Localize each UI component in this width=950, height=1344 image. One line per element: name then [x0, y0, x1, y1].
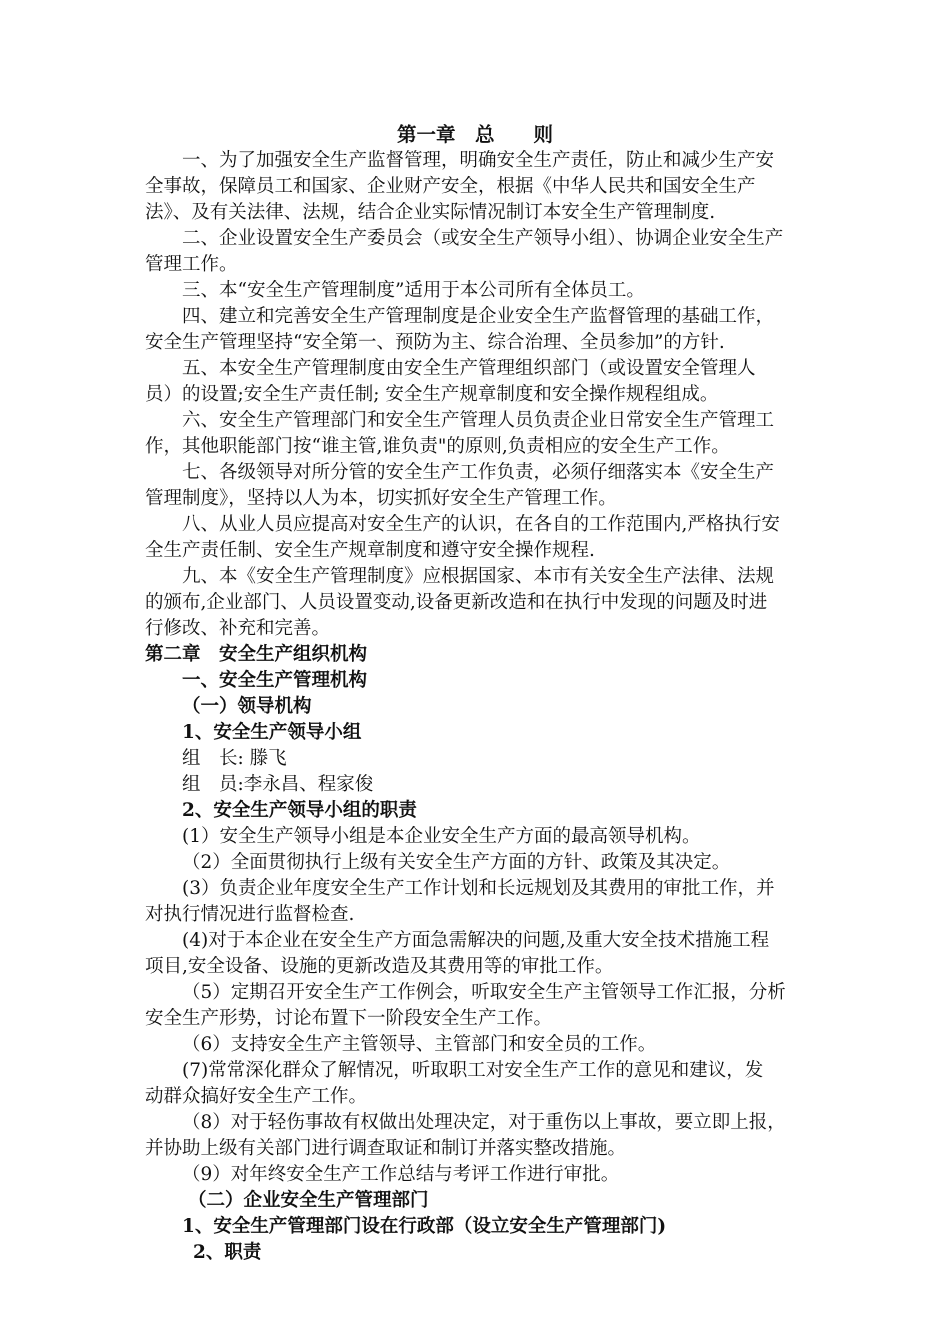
members-line: 组 员:李永昌、程家俊 — [182, 774, 374, 795]
paragraph-line: （9）对年终安全生产工作总结与考评工作进行审批。 — [182, 1164, 620, 1185]
paragraph-line: 八、从业人员应提高对安全生产的认识，在各自的工作范围内,严格执行安 — [182, 514, 780, 535]
paragraph-line: （8）对于轻伤事故有权做出处理决定，对于重伤以上事故，要立即上报， — [182, 1112, 786, 1133]
paragraph-line: 并协助上级有关部门进行调查取证和制订并落实整改措施。 — [145, 1138, 627, 1159]
paragraph — [145, 304, 805, 356]
paragraph-line: 行修改、补充和完善。 — [145, 618, 331, 639]
paragraph-line: 对执行情况进行监督检查. — [145, 904, 355, 925]
chapter-1-paragraphs — [145, 148, 805, 642]
duty-item — [145, 1110, 805, 1162]
duties-list — [145, 824, 805, 1188]
document-body — [145, 122, 805, 1266]
duty-item — [145, 980, 805, 1032]
paragraph-line: （6）支持安全生产主管领导、主管部门和安全员的工作。 — [182, 1034, 657, 1055]
paragraph — [145, 408, 805, 460]
paragraph — [145, 460, 805, 512]
paragraph — [145, 148, 805, 226]
duty-item — [145, 1162, 805, 1188]
paragraph-line: 的颁布,企业部门、人员设置变动,设备更新改造和在执行中发现的问题及时进 — [145, 592, 768, 613]
paragraph — [145, 278, 805, 304]
paragraph — [145, 226, 805, 278]
paragraph — [145, 356, 805, 408]
paragraph-line: 安全生产形势，讨论布置下一阶段安全生产工作。 — [145, 1008, 553, 1029]
paragraph-line: 六、安全生产管理部门和安全生产管理人员负责企业日常安全生产管理工 — [182, 410, 775, 431]
subsection-1-title: （一）领导机构 — [182, 696, 312, 717]
paragraph-line: 四、建立和完善安全生产管理制度是企业安全生产监督管理的基础工作， — [182, 306, 775, 327]
leader-line: 组 长: 滕飞 — [182, 748, 287, 769]
paragraph-line: (3）负责企业年度安全生产工作计划和长远规划及其费用的审批工作，并 — [182, 878, 775, 899]
paragraph-line: 安全生产管理坚持“安全第一、预防为主、综合治理、全员参加”的方针. — [145, 332, 725, 353]
paragraph-line: 项目,安全设备、设施的更新改造及其费用等的审批工作。 — [145, 956, 614, 977]
duty-item — [145, 1032, 805, 1058]
paragraph-line: 管理工作。 — [145, 254, 238, 275]
section-1-title: 一、安全生产管理机构 — [182, 670, 368, 691]
paragraph-line: 法》、及有关法律、法规，结合企业实际情况制订本安全生产管理制度. — [145, 202, 716, 223]
paragraph-line: 动群众搞好安全生产工作。 — [145, 1086, 368, 1107]
subsection-2-title: （二）企业安全生产管理部门 — [188, 1190, 429, 1211]
duty-item — [145, 850, 805, 876]
duty-item — [145, 824, 805, 850]
subsection-2-item-2: 2、职责 — [193, 1242, 262, 1263]
paragraph-line: 九、本《安全生产管理制度》应根据国家、本市有关安全生产法律、法规 — [182, 566, 775, 587]
duty-item — [145, 1058, 805, 1110]
paragraph — [145, 512, 805, 564]
paragraph-line: 三、本“安全生产管理制度”适用于本公司所有全体员工。 — [182, 280, 645, 301]
item-2-title: 2、安全生产领导小组的职责 — [182, 800, 417, 821]
paragraph-line: 七、各级领导对所分管的安全生产工作负责，必须仔细落实本《安全生产 — [182, 462, 775, 483]
chapter-2-title: 第二章 安全生产组织机构 — [145, 644, 368, 665]
paragraph-line: 作，其他职能部门按“谁主管,谁负责"的原则,负责相应的安全生产工作。 — [145, 436, 730, 457]
subsection-2-item-1: 1、安全生产管理部门设在行政部（设立安全生产管理部门) — [182, 1216, 667, 1237]
paragraph — [145, 564, 805, 642]
paragraph-line: 员）的设置;安全生产责任制; 安全生产规章制度和安全操作规程组成。 — [145, 384, 719, 405]
chapter-1-title: 第一章 总 则 — [396, 123, 553, 146]
paragraph-line: （2）全面贯彻执行上级有关安全生产方面的方针、政策及其决定。 — [182, 852, 731, 873]
paragraph-line: 全生产责任制、安全生产规章制度和遵守安全操作规程. — [145, 540, 595, 561]
paragraph-line: （5）定期召开安全生产工作例会，听取安全生产主管领导工作汇报，分析 — [182, 982, 786, 1003]
paragraph-line: (4)对于本企业在安全生产方面急需解决的问题,及重大安全技术措施工程 — [182, 930, 770, 951]
paragraph-line: 全事故，保障员工和国家、企业财产安全，根据《中华人民共和国安全生产 — [145, 176, 756, 197]
paragraph-line: (7)常常深化群众了解情况，听取职工对安全生产工作的意见和建议，发 — [182, 1060, 764, 1081]
paragraph-line: 二、企业设置安全生产委员会（或安全生产领导小组）、协调企业安全生产 — [182, 228, 784, 249]
paragraph-line: 五、本安全生产管理制度由安全生产管理组织部门（或设置安全管理人 — [182, 358, 756, 379]
paragraph-line: 一、为了加强安全生产监督管理，明确安全生产责任，防止和减少生产安 — [182, 150, 775, 171]
item-1-title: 1、安全生产领导小组 — [182, 722, 362, 743]
duty-item — [145, 876, 805, 928]
paragraph-line: (1）安全生产领导小组是本企业安全生产方面的最高领导机构。 — [182, 826, 701, 847]
duty-item — [145, 928, 805, 980]
paragraph-line: 管理制度》，坚持以人为本，切实抓好安全生产管理工作。 — [145, 488, 617, 509]
